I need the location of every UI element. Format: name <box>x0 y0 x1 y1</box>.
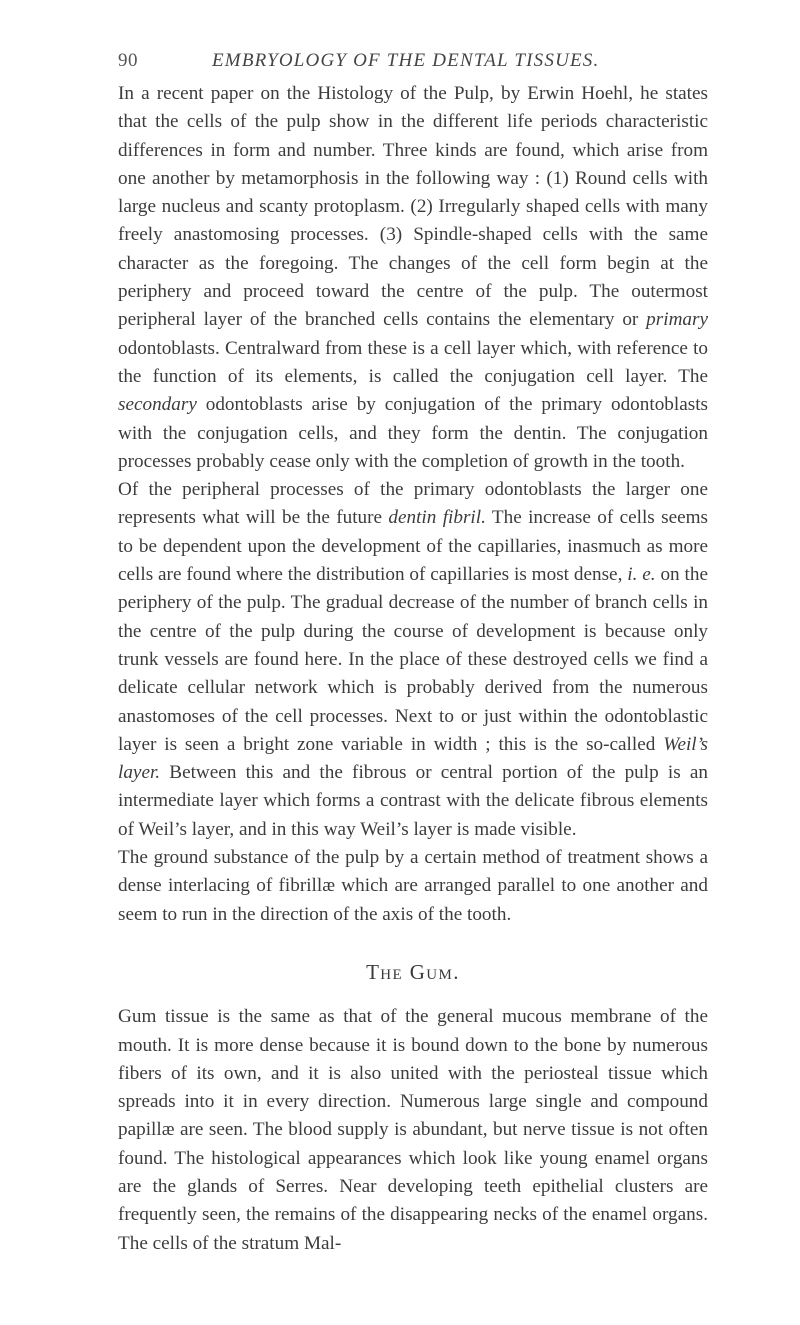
italic-term: dentin fibril. <box>388 507 486 529</box>
section-heading-gum: The Gum. <box>366 959 460 984</box>
paragraph-peripheral-processes <box>118 476 708 844</box>
running-head <box>118 50 708 76</box>
paragraph-gum-tissue: Gum tissue is the same as that of the general mucous membrane of the mouth. It is more dense because it is bound down to the bone by numerous fibers of its own, and it is also united with the periosteal tissue which spreads into it in every direction. Numerous large single and compound papillæ are seen. The blood supply is abundant, but nerve tissue is not often found. The histological appearances which look like young enamel organs are the glands of Serres. Near developing teeth epithelial clusters are frequently seen, the remains of the disappearing necks of the enamel organs. The cells of the stratum Mal- <box>118 1006 708 1254</box>
text-run: odontoblasts. Centralward from these is a cell layer which, with reference to the function of its elements, is called the conjugation cell layer. The <box>118 337 708 387</box>
paragraph-pulp-cells <box>118 80 708 476</box>
text-run: In a recent paper on the Histology of the Pulp, by Erwin Hoehl, he states that the cells of the pulp show in the different life periods characteristic differences in form and number. Three kinds are found, which arise from one another by metamorphosis in the following way : (1) Round cells with large nucleus and scanty protoplasm. (2) Irregularly shaped cells with many freely anastomosing processes. (3) Spindle-shaped cells with the same character as the foregoing. The changes of the cell form begin at the periphery and proceed toward the centre of the pulp. The outermost peripheral layer of the branched cells contains the elementary or <box>118 83 708 331</box>
text-run: on the periphery of the pulp. The gradual decrease of the number of branch cells in the centre of the pulp during the course of development is because only trunk vessels are found here. In the place of these destroyed cells we find a delicate cellular network which is probably derived from the numerous anastomoses of the cell processes. Next to or just within the odontoblastic layer is seen a bright zone variable in width ; this is the so-called <box>118 564 708 755</box>
text-run: odontoblasts arise by conjugation of the primary odontoblasts with the conjugation cells, and they form the dentin. The conjugation processes probably cease only with the completion of growth in the tooth. <box>118 394 708 472</box>
italic-term: i. e. <box>627 564 656 586</box>
text-run: Of the peripheral processes of the primary odontoblasts the larger one represents what will be the future <box>118 479 708 529</box>
body-text <box>118 80 708 1258</box>
page-number: 90 <box>118 50 138 71</box>
paragraph-ground-substance: The ground substance of the pulp by a certain method of treatment shows a dense interlacing of fibrillæ which are arranged parallel to one another and seem to run in the direction of the axis of the tooth. <box>118 847 708 925</box>
italic-term: primary <box>646 309 708 331</box>
text-run: Between this and the fibrous or central portion of the pulp is an intermediate layer which forms a contrast with the delicate fibrous elements of Weil’s layer, and in this way Weil’s layer is made visible. <box>118 762 708 840</box>
italic-term: Weil’s layer. <box>118 733 708 784</box>
italic-term: secondary <box>118 394 197 416</box>
running-title: EMBRYOLOGY OF THE DENTAL TISSUES. <box>212 50 600 71</box>
text-run: The increase of cells seems to be dependent upon the development of the capillaries, inasmuch as more cells are found where the distribution of capillaries is most dense, <box>118 507 709 586</box>
